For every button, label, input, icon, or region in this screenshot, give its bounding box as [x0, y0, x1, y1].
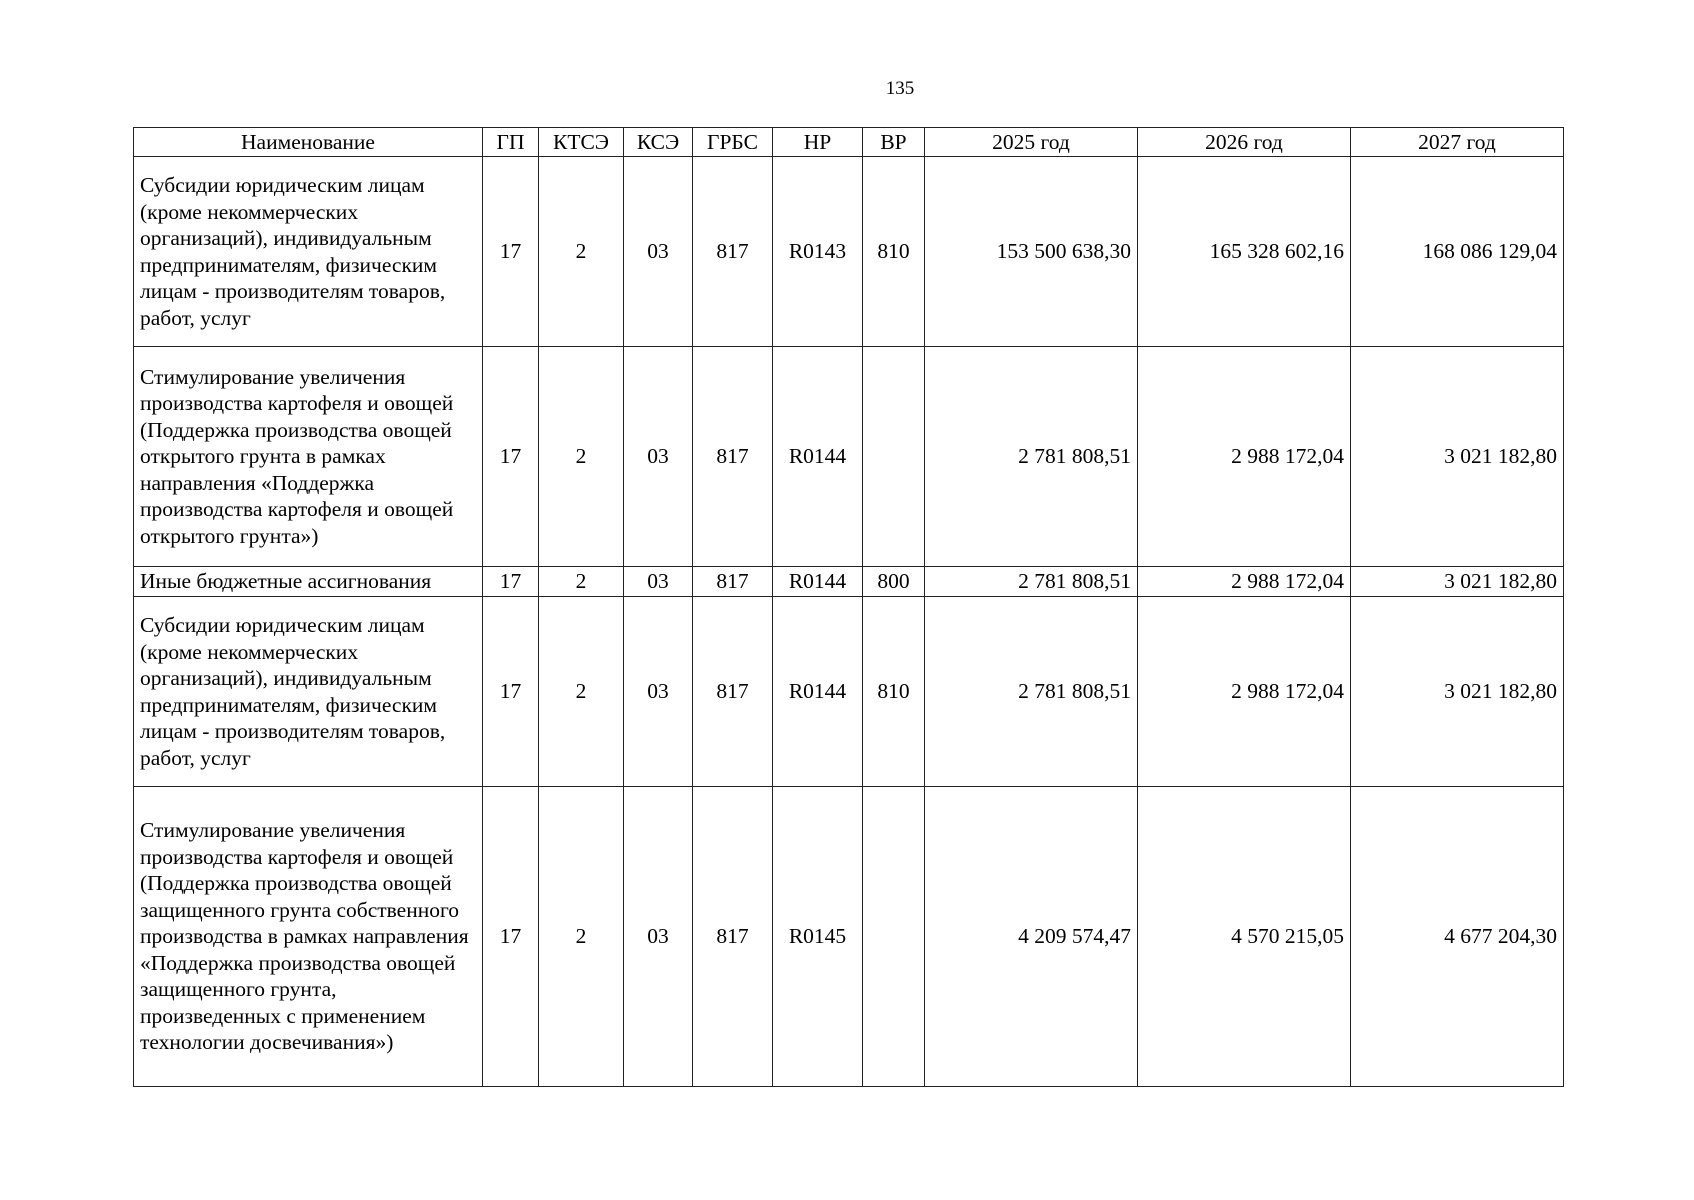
row-name: Иные бюджетные ассигнования	[134, 567, 483, 597]
row-amount-2027: 4 677 204,30	[1351, 787, 1564, 1087]
row-ktse: 2	[539, 347, 624, 567]
table-row	[134, 157, 1564, 347]
row-nr: R0143	[773, 157, 863, 347]
row-name: Субсидии юридическим лицам (кроме некоммерческих организаций), индивидуальным предпринимателям, физическим лицам - производителям товаров, работ, услуг	[134, 157, 483, 347]
row-amount-2026: 2 988 172,04	[1138, 597, 1351, 787]
table-header-row	[134, 128, 1564, 157]
row-gp: 17	[483, 157, 539, 347]
header-2027: 2027 год	[1351, 128, 1564, 157]
row-amount-2025: 2 781 808,51	[925, 347, 1138, 567]
row-amount-2025: 2 781 808,51	[925, 597, 1138, 787]
header-grbs: ГРБС	[693, 128, 773, 157]
budget-table	[133, 127, 1564, 1087]
row-vr: 810	[863, 597, 925, 787]
row-amount-2027: 3 021 182,80	[1351, 347, 1564, 567]
table-row	[134, 567, 1564, 597]
row-amount-2026: 165 328 602,16	[1138, 157, 1351, 347]
row-nr: R0144	[773, 567, 863, 597]
row-kse: 03	[624, 347, 693, 567]
row-kse: 03	[624, 157, 693, 347]
header-vr: ВР	[863, 128, 925, 157]
table-row	[134, 597, 1564, 787]
header-gp: ГП	[483, 128, 539, 157]
row-name: Стимулирование увеличения производства картофеля и овощей (Поддержка производства овощей открытого грунта в рамках направления «Поддержка производства картофеля и овощей открытого грунта»)	[134, 347, 483, 567]
row-name: Субсидии юридическим лицам (кроме некоммерческих организаций), индивидуальным предпринимателям, физическим лицам - производителям товаров, работ, услуг	[134, 597, 483, 787]
header-2026: 2026 год	[1138, 128, 1351, 157]
row-amount-2027: 3 021 182,80	[1351, 567, 1564, 597]
row-amount-2027: 168 086 129,04	[1351, 157, 1564, 347]
row-amount-2025: 2 781 808,51	[925, 567, 1138, 597]
row-gp: 17	[483, 347, 539, 567]
row-grbs: 817	[693, 597, 773, 787]
row-name: Стимулирование увеличения производства картофеля и овощей (Поддержка производства овощей защищенного грунта собственного производства в рамках направления «Поддержка производства овощей защищенного грунта, произведенных с применением технологии досвечивания»)	[134, 787, 483, 1087]
row-amount-2026: 4 570 215,05	[1138, 787, 1351, 1087]
row-ktse: 2	[539, 597, 624, 787]
row-grbs: 817	[693, 347, 773, 567]
page-number: 135	[885, 78, 915, 99]
row-amount-2025: 153 500 638,30	[925, 157, 1138, 347]
row-vr: 810	[863, 157, 925, 347]
table-row	[134, 787, 1564, 1087]
table-row	[134, 347, 1564, 567]
header-ktse: КТСЭ	[539, 128, 624, 157]
row-grbs: 817	[693, 157, 773, 347]
row-kse: 03	[624, 567, 693, 597]
row-gp: 17	[483, 787, 539, 1087]
row-ktse: 2	[539, 787, 624, 1087]
row-vr	[863, 347, 925, 567]
row-nr: R0145	[773, 787, 863, 1087]
header-2025: 2025 год	[925, 128, 1138, 157]
row-vr	[863, 787, 925, 1087]
row-amount-2026: 2 988 172,04	[1138, 347, 1351, 567]
header-name: Наименование	[134, 128, 483, 157]
row-kse: 03	[624, 597, 693, 787]
row-nr: R0144	[773, 597, 863, 787]
row-amount-2027: 3 021 182,80	[1351, 597, 1564, 787]
row-nr: R0144	[773, 347, 863, 567]
row-ktse: 2	[539, 567, 624, 597]
row-grbs: 817	[693, 787, 773, 1087]
row-vr: 800	[863, 567, 925, 597]
row-gp: 17	[483, 597, 539, 787]
header-kse: КСЭ	[624, 128, 693, 157]
row-kse: 03	[624, 787, 693, 1087]
row-gp: 17	[483, 567, 539, 597]
header-nr: НР	[773, 128, 863, 157]
row-amount-2025: 4 209 574,47	[925, 787, 1138, 1087]
row-amount-2026: 2 988 172,04	[1138, 567, 1351, 597]
row-ktse: 2	[539, 157, 624, 347]
row-grbs: 817	[693, 567, 773, 597]
